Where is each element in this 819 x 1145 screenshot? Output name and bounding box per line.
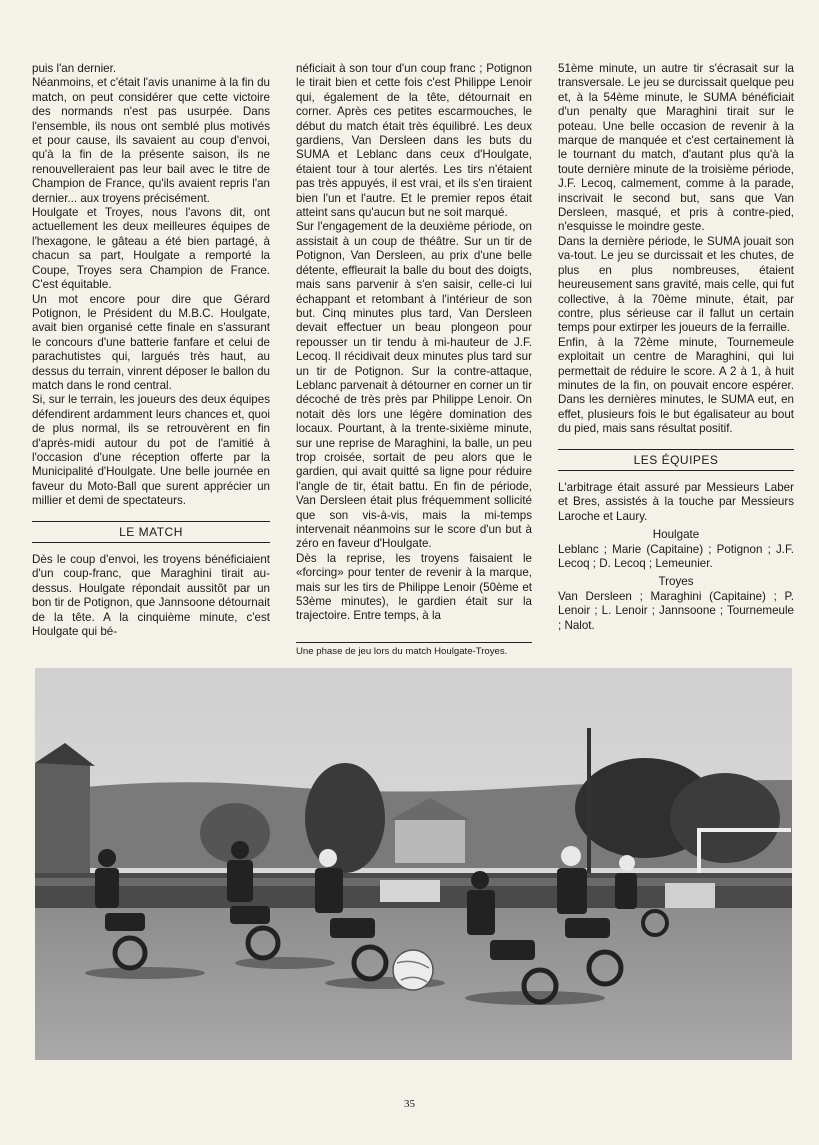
paragraph: néficiait à son tour d'un coup franc ; Potignon le tirait bien et cette fois c'est Philippe Lenoir qui, également de la tête, détournait en corner. Après ces petites escarmouches, le début du match était très équilibré. Les deux gardiens, Van Dersleen dans les buts du SUMA et Leblanc dans ceux d'Houlgate, étaient tour à tour alertés. Les tirs n'étaient pas très appuyés, il est vrai, et ils s'en tiraient bien l'un et l'autre. Et le premier repos était atteint sans qu'aucun but ne soit marqué. [296,62,532,220]
team-name-troyes: Troyes [658,575,694,589]
team-name-houlgate: Houlgate [652,528,700,542]
team-roster-houlgate: Leblanc ; Marie (Capitaine) ; Potignon ; J.F. Lecoq ; D. Lecoq ; Lemeunier. [558,542,794,570]
paragraph: Enfin, à la 72ème minute, Tournemeule exploitait un centre de Maraghini, qui lui permettait de réduire le score. A 2 à 1, à huit minutes de la fin, on pouvait encore espérer. Dans les dernières minutes, le SUMA eut, en effet, plusieurs fois le but égalisateur au bout du pied, mais sans résultat positif. [558,335,794,436]
paragraph: Houlgate et Troyes, nous l'avons dit, ont actuellement les deux meilleures équipes de l'hexagone, le gâteau a été bien partagé, à chacun sa part, Houlgate a remporté la Coupe, Troyes sera Champion de France. C'est équitable. [32,206,270,292]
section-heading-les-equipes: LES ÉQUIPES [558,449,794,471]
paragraph: Sur l'engagement de la deuxième période, on assistait à un coup de théâtre. Sur un tir de Potignon, Van Dersleen, au prix d'une belle détente, effleurait la balle du bout des doigts, mais sans parvenir à s'en saisir, celle-ci lui échappant et retombant à l'intérieur de son but. Cinq minutes plus tard, Van Dersleen devait effectuer un beau plongeon pour repousser un tir tendu à mi-hauteur de J.F. Lecoq. Il récidivait deux minutes plus tard sur un tir de Potignon. Sur la contre-attaque, Leblanc parvenait à détourner en corner un tir décoché de très près par Philippe Lenoir. On notait dès lors une légère domination des locaux. Pourtant, à la trente-sixième minute, sur une reprise de Maraghini, la balle, un peu trop croisée, sortait de peu alors que le gardien, qui avait quitté sa ligne pour réduire l'angle de tir, était battu. En fin de période, Van Dersleen était plus fréquemment sollicité que son vis-à-vis, mais la mi-temps intervenait néanmoins sur le score d'un but à zéro en faveur d'Houlgate. [296,220,532,551]
match-photo [35,668,792,1060]
referees-text: L'arbitrage était assuré par Messieurs Laber et Bres, assistés à la touche par Messieurs Laroche et Laury. [558,480,794,523]
paragraph: Si, sur le terrain, les joueurs des deux équipes défendirent ardamment leurs chances et, quoi de plus normal, ils se retrouvèrent en fin d'après-midi autour du pot de l'amitié à l'occasion d'une réception offerte par la Municipalité d'Houlgate. Une belle journée en faveur du Moto-Ball que surent apprécier un millier et demi de spectateurs. [32,393,270,508]
column-3 [558,62,794,633]
paragraph: Dès la reprise, les troyens faisaient le «forcing» pour tenter de revenir à la marque, mais sur les tirs de Philippe Lenoir (50ème et 53ème minutes), le gardien était sur la trajectoire. Entre temps, à la [296,551,532,623]
paragraph: Néanmoins, et c'était l'avis unanime à la fin du match, on peut considérer que cette victoire des normands n'est pas usurpée. Dans l'ensemble, ils nous ont semblé plus motivés et pour cause, ils savaient au coup d'envoi, qu'à la fin de la présente saison, ils ne renouvelleraient pas leur bail avec le titre de Champion de France, qu'ils avaient repris l'an dernier... aux troyens précisément. [32,76,270,205]
photo-caption: Une phase de jeu lors du match Houlgate-Troyes. [296,642,532,658]
paragraph: puis l'an dernier. [32,62,117,75]
paragraph: 51ème minute, un autre tir s'écrasait sur la transversale. Le jeu se durcissait quelque peu et, à la 54ème minute, le SUMA bénéficiait d'un penalty que Maraghini tirait sur le poteau. Une belle occasion de revenir à la marque de manquée et c'est certainement là le tournant du match, d'autant plus qu'à la toute dernière minute de la troisième période, J.F. Lecoq, calmement, comme à la parade, inscrivait le second but, sans que Van Dersleen, masqué, et pris à contre-pied, n'esquisse le moindre geste. [558,62,794,234]
column-1 [32,62,270,639]
paragraph: Dans la dernière période, le SUMA jouait son va-tout. Le jeu se durcissait et les chutes, de plus en plus nombreuses, étaient heureusement sans gravité, mais celle, qui fut collective, à la 70ème minute, était, par contre, plus sérieuse car il fallut un certain temps pour extirper les joueurs de la ferraille. [558,234,794,335]
team-roster-troyes: Van Dersleen ; Maraghini (Capitaine) ; P. Lenoir ; L. Lenoir ; Jannsoone ; Tournemeule ; Nalot. [558,589,794,632]
motoball-scene-image [35,668,792,1060]
section-heading-le-match: LE MATCH [32,521,270,543]
paragraph: Un mot encore pour dire que Gérard Potignon, le Président du M.B.C. Houlgate, avait bien organisé cette finale en s'assurant le concours d'une batterie fanfare et celui de parachutistes qui, largués très haut, au dessus du terrain, vinrent déposer le ballon du match dans le rond central. [32,292,270,392]
column-2 [296,62,532,624]
page-number: 35 [404,1098,415,1110]
paragraph: Dès le coup d'envoi, les troyens bénéficiaient d'un coup-franc, que Maraghini tirait au-dessus. Houlgate répondait aussitôt par un bon tir de Potignon, que Jannsoone détournait de la tête. A la cinquième minute, c'est Houlgate qui bé- [32,553,270,639]
